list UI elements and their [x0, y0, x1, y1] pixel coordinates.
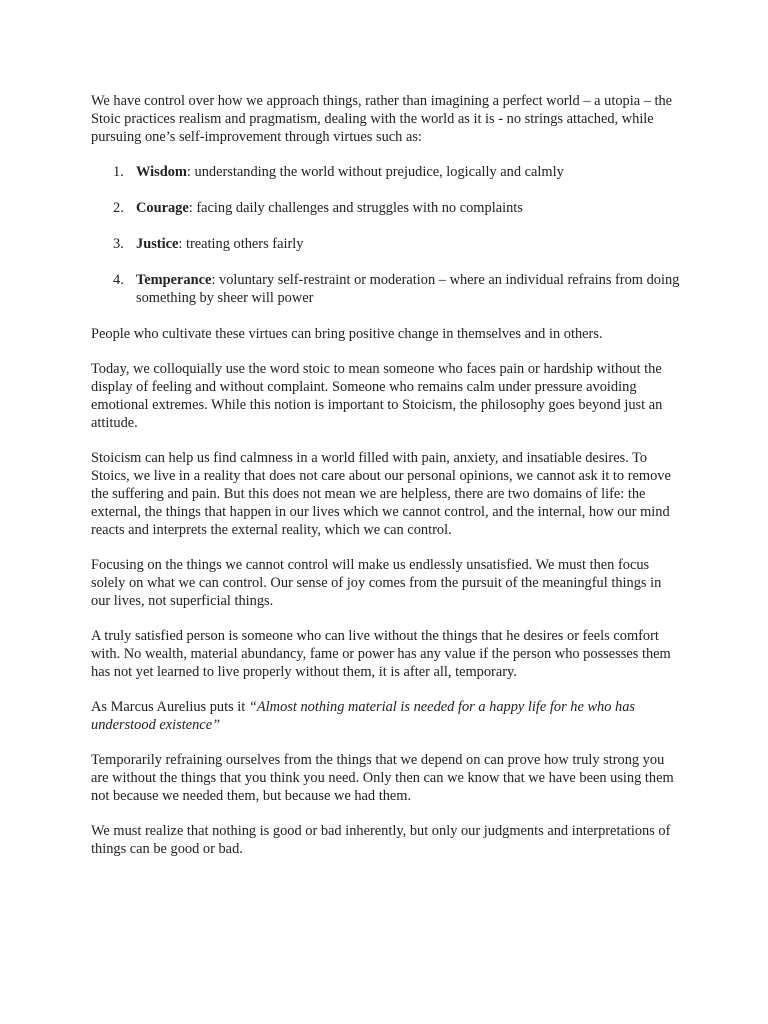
- virtue-description: : treating others fairly: [178, 236, 304, 252]
- quote-paragraph: [91, 698, 681, 734]
- virtue-description: : voluntary self-restraint or moderation – where an individual refrains from doing something by sheer will power: [136, 272, 680, 306]
- list-item: [91, 163, 681, 181]
- quote-lead: As Marcus Aurelius puts it: [91, 699, 249, 715]
- list-item: [91, 199, 681, 217]
- list-item: [91, 235, 681, 253]
- list-number: 4.: [113, 272, 124, 288]
- body-paragraph: Temporarily refraining ourselves from the things that we depend on can prove how truly strong you are without the things that you think you need. Only then can we know that we have been using them not because we needed them, but because we had them.: [91, 752, 674, 804]
- virtue-description: : understanding the world without prejudice, logically and calmly: [186, 164, 564, 180]
- quote-text: “Almost nothing material is needed for a happy life for he who has understood existence”: [91, 699, 636, 733]
- virtue-term: Justice: [136, 236, 179, 252]
- body-paragraph: Today, we colloquially use the word stoic to mean someone who faces pain or hardship without the display of feeling and without complaint. Someone who remains calm under pressure avoiding emotional extremes. While this notion is important to Stoicism, the philosophy goes beyond just an attitude.: [91, 361, 663, 431]
- virtue-term: Wisdom: [136, 164, 187, 180]
- body-paragraph: People who cultivate these virtues can bring positive change in themselves and in others.: [91, 326, 603, 342]
- body-paragraph: Focusing on the things we cannot control will make us endlessly unsatisfied. We must then focus solely on what we can control. Our sense of joy comes from the pursuit of the meaningful things in our lives, not superficial things.: [91, 557, 662, 609]
- list-number: 1.: [113, 164, 124, 180]
- list-item: [91, 271, 681, 307]
- list-number: 2.: [113, 200, 124, 216]
- body-paragraph: A truly satisfied person is someone who can live without the things that he desires or feels comfort with. No wealth, material abundancy, fame or power has any value if the person who possesses them has not yet learned to live properly without them, it is after all, temporary.: [91, 628, 671, 680]
- virtue-description: : facing daily challenges and struggles with no complaints: [188, 200, 523, 216]
- virtue-term: Temperance: [136, 272, 212, 288]
- body-paragraph: Stoicism can help us find calmness in a world filled with pain, anxiety, and insatiable desires. To Stoics, we live in a reality that does not care about our personal opinions, we cannot ask it to remove the suffering and pain. But this does not mean we are helpless, there are two domains of life: the external, the things that happen in our lives which we cannot control, and the internal, how our mind reacts and interprets the external reality, which we can control.: [91, 450, 671, 538]
- intro-paragraph: We have control over how we approach things, rather than imagining a perfect world – a utopia – the Stoic practices realism and pragmatism, dealing with the world as it is - no strings attached, while pursuing one’s self-improvement through virtues such as:: [91, 93, 673, 145]
- virtue-term: Courage: [136, 200, 189, 216]
- body-paragraph: We must realize that nothing is good or bad inherently, but only our judgments and interpretations of things can be good or bad.: [91, 823, 671, 857]
- document-page: [91, 92, 681, 875]
- list-number: 3.: [113, 236, 124, 252]
- virtues-list: [91, 163, 681, 307]
